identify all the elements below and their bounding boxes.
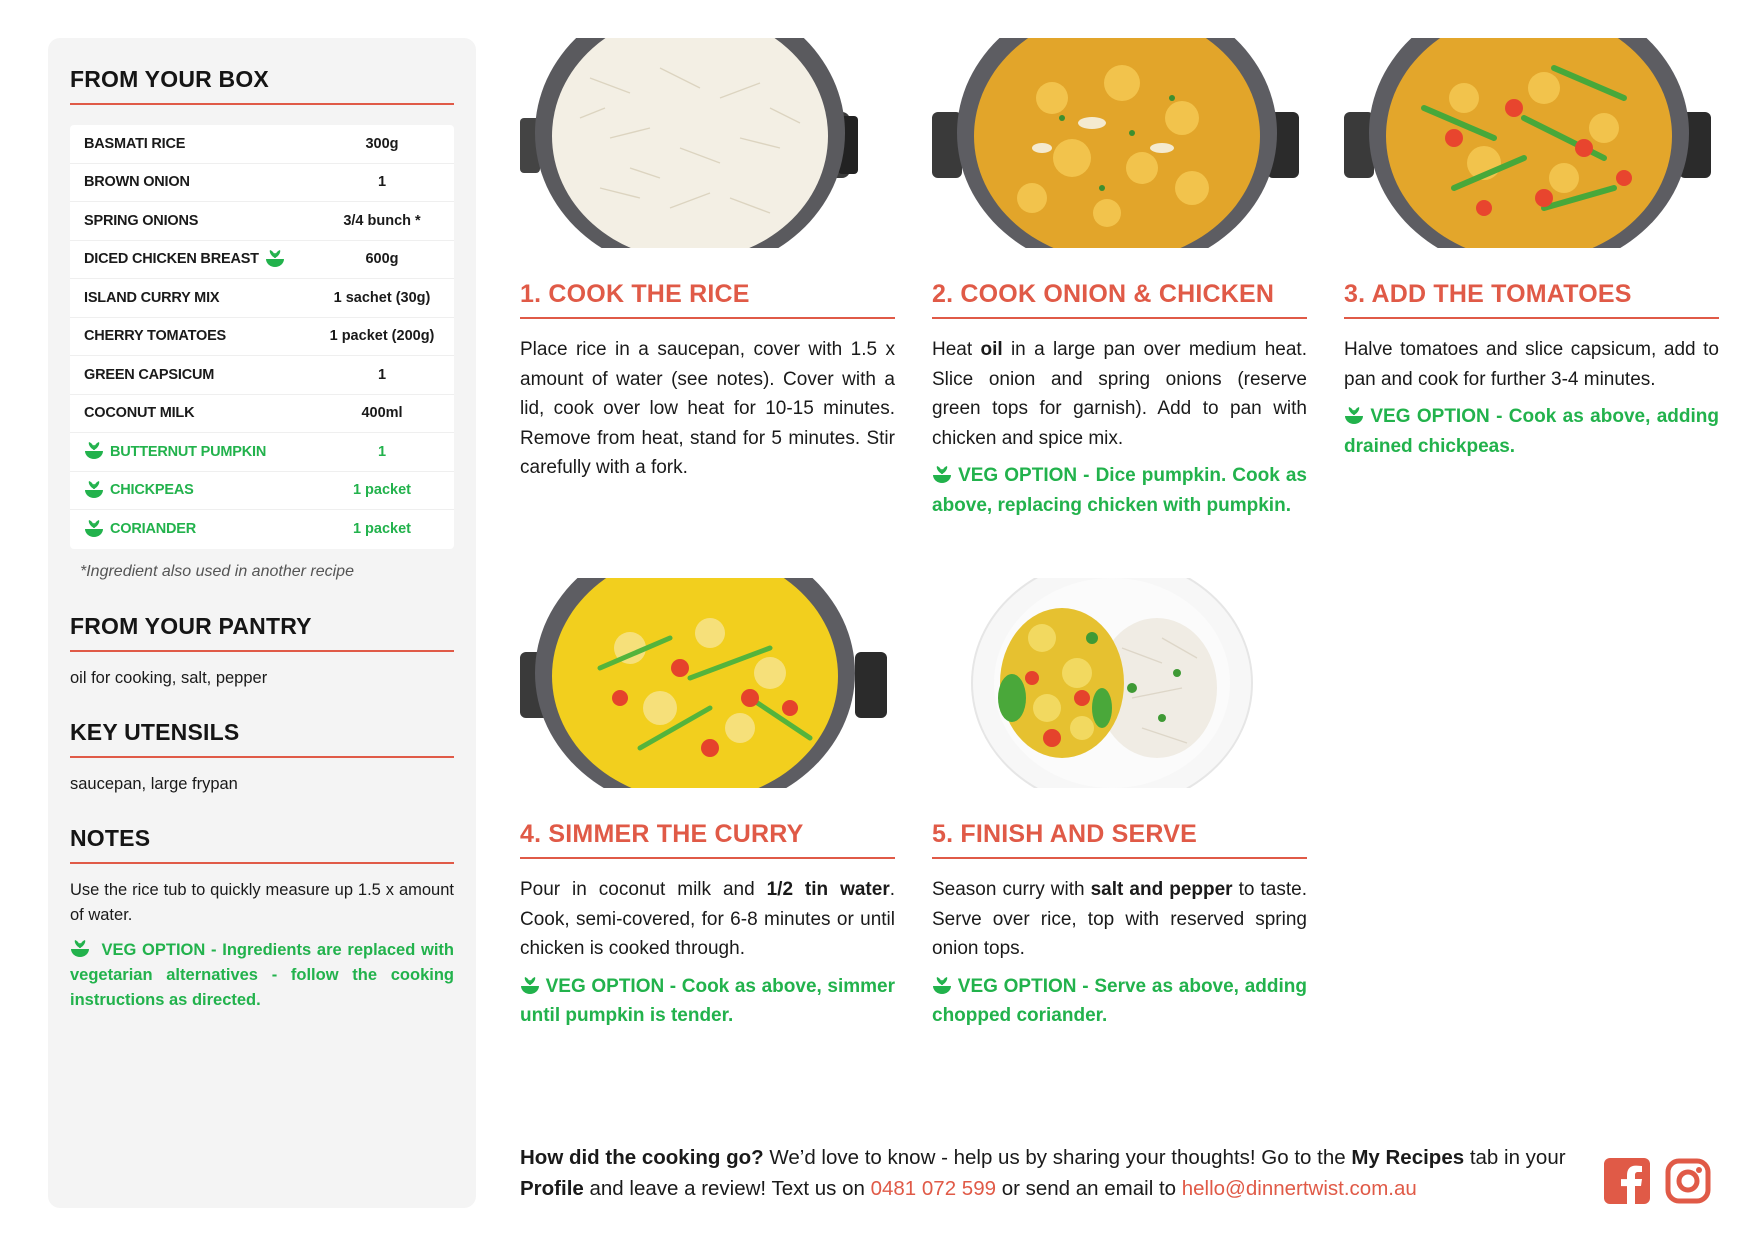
ingredient-name: COCONUT MILK <box>84 405 195 422</box>
ingredient-name: CHICKPEAS <box>84 481 324 500</box>
ingredient-name: SPRING ONIONS <box>84 212 199 229</box>
ingredient-row <box>70 279 454 318</box>
step-5-body: Season curry with salt and pepper to taste. Serve over rice, top with reserved spring onion tops. <box>932 879 1307 959</box>
ingredient-qty: 600g <box>365 251 399 268</box>
step-2-body: Heat oil in a large pan over medium heat. Slice onion and spring onions (reserve green tops for garnish). Add to pan with chicken and spice mix. <box>932 339 1307 449</box>
veg-leaf-icon <box>84 481 104 500</box>
ingredient-qty: 1 sachet (30g) <box>333 289 431 306</box>
step-4-title: 4. SIMMER THE CURRY <box>520 820 895 859</box>
from-box-title: FROM YOUR BOX <box>70 66 454 105</box>
ingredient-row <box>70 241 454 280</box>
ingredient-qty: 1 <box>377 366 387 383</box>
ingredient-name: BROWN ONION <box>84 174 190 191</box>
ingredient-qty: 1 packet <box>352 521 412 538</box>
step-1-photo <box>520 38 895 248</box>
veg-leaf-icon <box>932 465 952 486</box>
step-3-title: 3. ADD THE TOMATOES <box>1344 280 1719 319</box>
step-4-veg-option: VEG OPTION - Cook as above, simmer until pumpkin is tender. <box>520 975 896 1026</box>
ingredient-qty: 1 packet <box>352 482 412 499</box>
step-2-photo <box>932 38 1307 248</box>
utensils-section <box>70 719 454 797</box>
notes-text: Use the rice tub to quickly measure up 1.5 x amount of water. <box>70 880 454 924</box>
step-1-body: Place rice in a saucepan, cover with 1.5 x amount of water (see notes). Cover with a lid, cook over low heat for 10-15 minutes. Remove from heat, stand for 5 minutes. Stir carefully with a fork. <box>520 339 895 478</box>
ingredient-qty: 1 <box>377 174 387 191</box>
utensils-text: saucepan, large frypan <box>70 774 238 793</box>
ingredients-table <box>70 125 454 549</box>
ingredient-qty: 1 <box>377 443 387 460</box>
ingredient-row <box>70 318 454 357</box>
pantry-title: FROM YOUR PANTRY <box>70 613 454 652</box>
ingredient-name: DICED CHICKEN BREAST <box>84 250 324 269</box>
pantry-text: oil for cooking, salt, pepper <box>70 668 268 687</box>
ingredient-qty: 3/4 bunch * <box>343 212 421 229</box>
step-3-veg-option: VEG OPTION - Cook as above, adding drained chickpeas. <box>1344 406 1719 457</box>
step-4 <box>520 578 895 1031</box>
ingredient-row <box>70 472 454 511</box>
ingredient-footnote: *Ingredient also used in another recipe <box>80 562 354 580</box>
ingredient-row <box>70 202 454 241</box>
ingredients-sidebar <box>48 38 476 1208</box>
veg-leaf-icon <box>932 976 952 997</box>
ingredient-name: CHERRY TOMATOES <box>84 328 227 345</box>
notes-veg-option: VEG OPTION - Ingredients are replaced with vegetarian alternatives - follow the cooking instructions as directed. <box>70 940 454 1009</box>
veg-leaf-icon <box>520 976 540 997</box>
veg-leaf-icon <box>1344 406 1364 427</box>
facebook-icon[interactable] <box>1604 1158 1650 1204</box>
step-4-photo <box>520 578 895 788</box>
feedback-text: How did the cooking go? We’d love to know - help us by sharing your thoughts! Go to the My Recipes tab in your Profile and leave a review! Text us on 0481 072 599 or send an email to hello@dinnertwist.com.au <box>520 1146 1566 1200</box>
ingredient-qty: 300g <box>365 135 399 152</box>
ingredient-row <box>70 356 454 395</box>
step-5 <box>932 578 1307 1031</box>
step-4-body: Pour in coconut milk and 1/2 tin water. Cook, semi-covered, for 6-8 minutes or until chicken is cooked through. <box>520 879 895 959</box>
ingredient-qty: 400ml <box>361 405 403 422</box>
veg-leaf-icon <box>84 520 104 539</box>
ingredient-row <box>70 125 454 164</box>
ingredient-row <box>70 395 454 434</box>
step-3 <box>1344 38 1719 461</box>
step-5-photo <box>932 578 1307 788</box>
step-1 <box>520 38 895 483</box>
step-2 <box>932 38 1307 520</box>
step-1-title: 1. COOK THE RICE <box>520 280 895 319</box>
step-5-title: 5. FINISH AND SERVE <box>932 820 1307 859</box>
ingredient-qty: 1 packet (200g) <box>329 328 435 345</box>
ingredient-name: GREEN CAPSICUM <box>84 366 215 383</box>
utensils-title: KEY UTENSILS <box>70 719 454 758</box>
ingredient-row <box>70 433 454 472</box>
notes-section <box>70 825 454 1013</box>
step-5-veg-option: VEG OPTION - Serve as above, adding chopped coriander. <box>932 975 1307 1026</box>
ingredient-name: ISLAND CURRY MIX <box>84 289 220 306</box>
veg-leaf-icon <box>84 442 104 461</box>
veg-leaf-icon <box>265 250 285 269</box>
ingredient-name: BASMATI RICE <box>84 135 186 152</box>
veg-leaf-icon <box>70 941 90 959</box>
step-2-title: 2. COOK ONION & CHICKEN <box>932 280 1307 319</box>
ingredient-name: BUTTERNUT PUMPKIN <box>84 442 324 461</box>
instagram-icon[interactable] <box>1665 1158 1711 1204</box>
ingredient-row <box>70 164 454 203</box>
step-3-body: Halve tomatoes and slice capsicum, add to pan and cook for further 3-4 minutes. <box>1344 339 1719 390</box>
notes-title: NOTES <box>70 825 454 864</box>
pantry-section <box>70 613 454 691</box>
ingredient-name: CORIANDER <box>84 520 324 539</box>
step-3-photo <box>1344 38 1719 248</box>
step-2-veg-option: VEG OPTION - Dice pumpkin. Cook as above, replacing chicken with pumpkin. <box>932 465 1308 516</box>
ingredient-row <box>70 510 454 549</box>
